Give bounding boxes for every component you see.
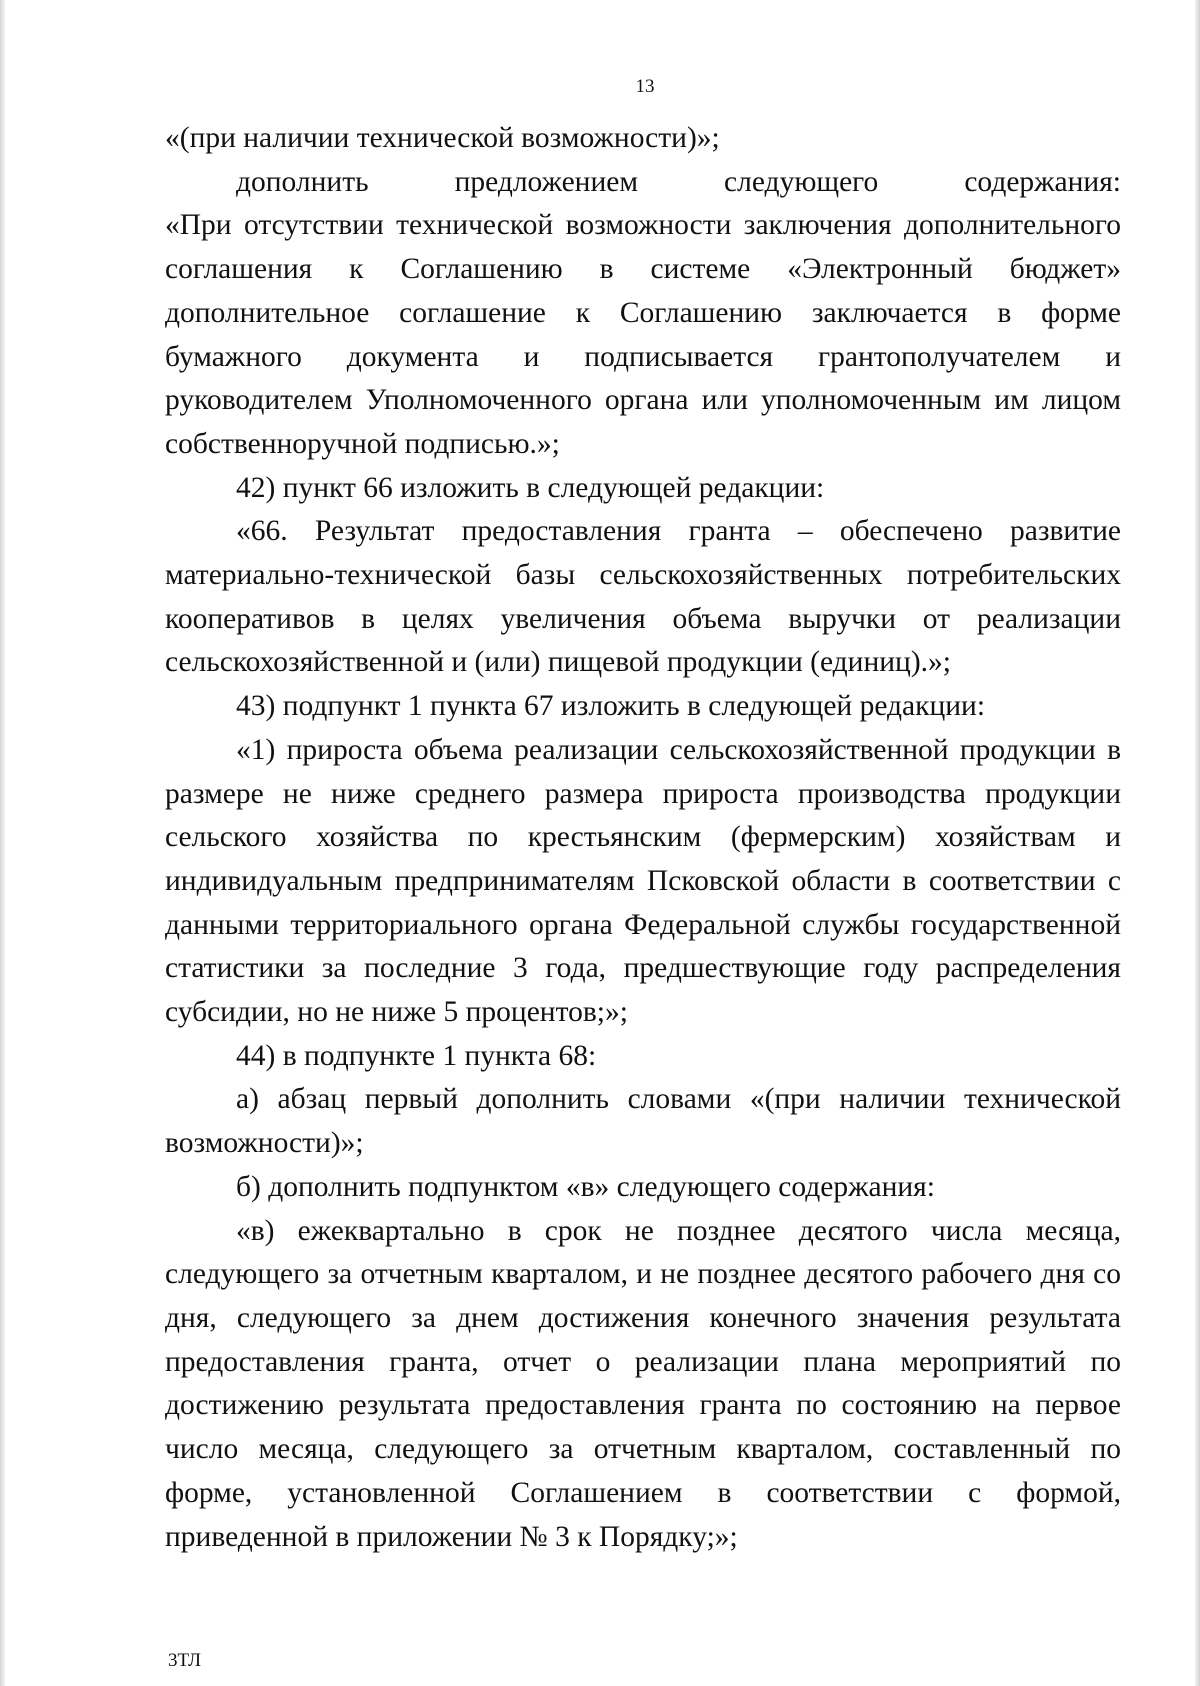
footer-code: 3ТЛ [168,1650,202,1671]
page-number: 13 [635,76,655,97]
scan-edge-right [1195,0,1200,1686]
paragraph-2: дополнить предложением следующего содержания: [236,165,1121,198]
paragraph-1: «(при наличии технической возможности)»; [165,122,720,154]
paragraph-6: 43) подпункт 1 пункта 67 изложить в следующей редакции: [236,690,986,723]
document-body [165,117,1121,1559]
paragraph-5: «66. Результат предоставления гранта – обеспечено развитие материально-технической базы сельскохозяйственных потребительских кооперативов в целях увеличения объема выручки от реализации сельскохозяйственной и (или) пищевой продукции (единиц).»; [165,515,1121,679]
paragraph-10: б) дополнить подпунктом «в» следующего содержания: [236,1170,935,1203]
paragraph-11: «в) ежеквартально в срок не позднее десятого числа месяца, следующего за отчетным кварталом, и не позднее десятого рабочего дня со дня, следующего за днем достижения конечного значения результата предоставления гранта, отчет о реализации плана мероприятий по достижению результата предоставления гранта по состоянию на первое число месяца, следующего за отчетным кварталом, составленный по форме, установленной Соглашением в соответствии с формой, приведенной в приложении № 3 к Порядку;»; [165,1214,1121,1553]
paragraph-8: 44) в подпункте 1 пункта 68: [236,1039,597,1072]
paragraph-3: «При отсутствии технической возможности заключения дополнительного соглашения к Соглашению в системе «Электронный бюджет» дополнительное соглашение к Соглашению заключается в форме бумажного документа и подписывается грантополучателем и руководителем Уполномоченного органа или уполномоченным им лицом собственноручной подписью.»; [165,209,1121,460]
paragraph-4: 42) пункт 66 изложить в следующей редакции: [236,471,825,504]
scan-edge-left [0,0,5,1686]
paragraph-7: «1) прироста объема реализации сельскохозяйственной продукции в размере не ниже среднего размера прироста производства продукции сельского хозяйства по крестьянским (фермерским) хозяйствам и индивидуальным предпринимателям Псковской области в соответствии с данными территориального органа Федеральной службы государственной статистики за последние 3 года, предшествующие году распределения субсидии, но не ниже 5 процентов;»; [165,733,1121,1029]
paragraph-9: а) абзац первый дополнить словами «(при наличии технической возможности)»; [165,1083,1121,1160]
